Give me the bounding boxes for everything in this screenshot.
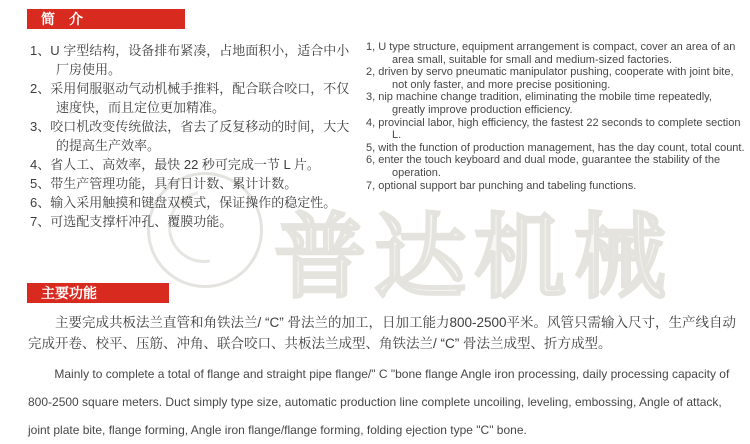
item-number: 6、 — [30, 195, 51, 210]
list-item — [366, 66, 746, 91]
feature-list-en — [366, 41, 746, 192]
item-number: 3, — [366, 91, 376, 104]
intro-list-english — [366, 41, 746, 231]
item-number: 1、 — [30, 43, 51, 58]
item-text: provincial labor, high efficiency, the fastest 22 seconds to complete section L. — [378, 116, 741, 142]
item-text: optional support bar punching and tabeling functions. — [378, 179, 637, 192]
item-text: 可选配支撑杆冲孔、覆膜功能。 — [50, 214, 233, 229]
item-text: 咬口机改变传统做法，省去了反复移动的时间，大大的提高生产效率。 — [50, 119, 350, 153]
list-item — [30, 41, 356, 79]
watermark-text: 普达机械 — [274, 207, 675, 309]
item-text: U type structure, equipment arrangement is compact, cover an area of an area small, suitable for small and medium-sized factories. — [378, 41, 736, 66]
intro-columns — [30, 41, 746, 231]
item-number: 7, — [366, 179, 376, 192]
item-number: 5, — [366, 141, 376, 154]
list-item — [366, 154, 746, 179]
item-number: 7、 — [30, 214, 51, 229]
functions-paragraph-chinese: 主要完成共板法兰直管和角铁法兰/ “C” 骨法兰的加工，日加工能力800-2500平米。风管只需输入尺寸，生产线自动完成开卷、校平、压筋、冲角、联合咬口、共板法兰成型、角铁法兰/ “C” 骨法兰成型、折方成型。 — [28, 315, 737, 351]
list-item — [366, 91, 746, 116]
item-text: 带生产管理功能，具有日计数、累计计数。 — [50, 176, 298, 191]
feature-list-zh — [30, 41, 356, 231]
list-item — [30, 174, 356, 193]
list-item — [366, 117, 746, 142]
item-text: 输入采用触摸和键盘双模式，保证操作的稳定性。 — [50, 195, 337, 210]
item-number: 4, — [366, 116, 376, 129]
item-text: 采用伺服驱动气动机械手推料，配合联合咬口，不仅速度快，而且定位更加精准。 — [50, 81, 350, 115]
intro-list-chinese — [30, 41, 356, 231]
item-number: 2, — [366, 66, 376, 79]
list-item — [366, 142, 746, 155]
list-item — [30, 193, 356, 212]
item-text: U 字型结构，设备排布紧凑，占地面积小，适合中小厂房使用。 — [50, 43, 350, 77]
item-text: nip machine change tradition, eliminating the mobile time repeatedly, greatly improve production efficiency. — [378, 91, 712, 116]
list-item — [30, 117, 356, 155]
list-item — [366, 180, 746, 193]
functions-paragraph-english: Mainly to complete a total of flange and straight pipe flange/" C "bone flange Angle iron processing, daily processing capacity of 800-2500 square meters. Duct simply type size, automatic production line complete uncoiling, leveling, embossing, Angle of attack, joint plate bite, flange forming, Angle iron flange/flange forming, folding ejection type "C" bone. — [28, 367, 730, 437]
item-text: enter the touch keyboard and dual mode, guarantee the stability of the operation. — [378, 154, 721, 179]
item-number: 6, — [366, 154, 376, 167]
item-number: 2、 — [30, 81, 51, 96]
item-number: 5、 — [30, 176, 51, 191]
item-number: 3、 — [30, 119, 51, 134]
section-title-intro: 简 介 — [27, 9, 185, 29]
item-number: 1, — [366, 41, 376, 53]
list-item — [30, 155, 356, 174]
item-text: with the function of production management, has the day count, total count. — [378, 141, 745, 154]
list-item — [366, 41, 746, 66]
section-title-main-functions: 主要功能 — [27, 283, 169, 303]
item-text: 省人工、高效率，最快 22 秒可完成一节 L 片。 — [50, 157, 320, 172]
item-number: 4、 — [30, 157, 51, 172]
list-item — [30, 212, 356, 231]
item-text: driven by servo pneumatic manipulator pushing, cooperate with joint bite, not only faster, and more precise positioning. — [378, 66, 734, 91]
list-item — [30, 79, 356, 117]
